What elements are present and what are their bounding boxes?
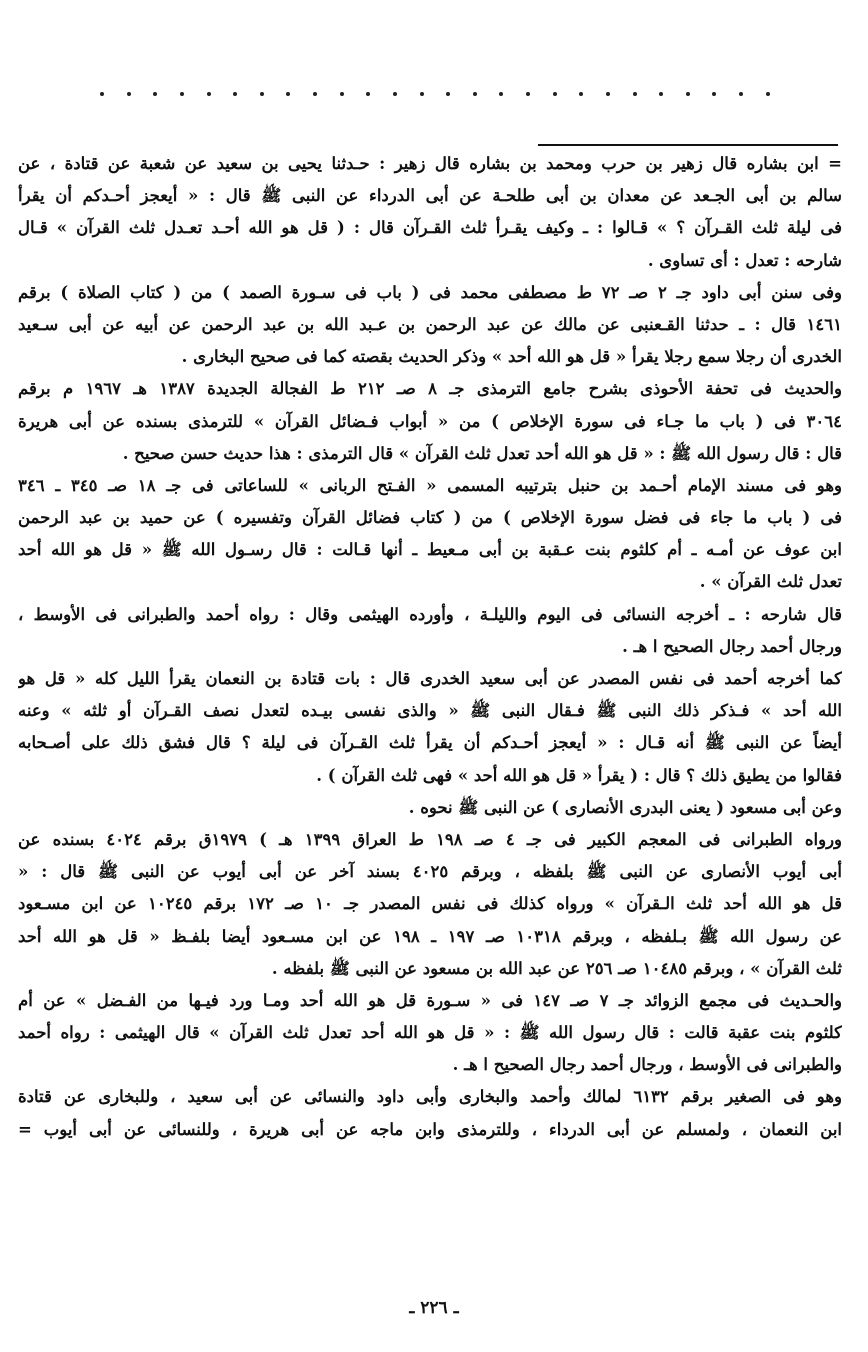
text-line: فقالوا من يطيق ذلك ؟ قال : ( يقرأ « قل هو الله أحد » فهى ثلث القرآن ) . xyxy=(316,765,842,785)
text-line: ورجال أحمد رجال الصحيح ا هـ . xyxy=(622,636,842,656)
separator-dot xyxy=(233,92,237,96)
separator-dot xyxy=(420,92,424,96)
text-line: ورواه الطبرانى فى المعجم الكبير فى جـ ٤ صـ ١٩٨ ط العراق ١٣٩٩ هـ ) ١٩٧٩ق برقم ٤٠٢٤ بسنده عن xyxy=(18,829,842,849)
text-line: سالم بن أبى الجـعد عن معدان بن أبى طلحـة عن أبى الدرداء عن النبى ﷺ قال : « أيعجز أحـدكم أن يقرأ xyxy=(18,186,842,206)
separator-dot xyxy=(499,92,503,96)
text-line: عن رسول الله ﷺ بـلفظه ، وبرقم ١٠٣١٨ صـ ١٩٧ ـ ١٩٨ عن ابن مسـعود أيضا بلفـظ « قل هو الله أحد xyxy=(18,926,842,946)
separator-dot xyxy=(180,92,184,96)
text-line: الخدرى أن رجلا سمع رجلا يقرأ « قل هو الله أحد » وذكر الحديث بقصته كما فى صحيح البخارى . xyxy=(181,347,842,367)
text-line: والحديث فى تحفة الأحوذى بشرح جامع الترمذى جـ ٨ صـ ٢١٢ ط الفجالة الجديدة ١٣٨٧ هـ ١٩٦٧ م برقم xyxy=(18,379,842,399)
separator-dot xyxy=(153,92,157,96)
separator-dot xyxy=(473,92,477,96)
separator-dot xyxy=(127,92,131,96)
separator-dot xyxy=(739,92,743,96)
text-line: والحـديث فى مجمع الزوائد جـ ٧ صـ ١٤٧ فى « سـورة قل هو الله أحد ومـا ورد فيـها من الفـضل » عن أم xyxy=(18,990,842,1010)
separator-dot xyxy=(553,92,557,96)
separator-dot xyxy=(686,92,690,96)
separator-dot xyxy=(766,92,770,96)
separator-dot xyxy=(100,92,104,96)
text-line: وعن أبى مسعود ( يعنى البدرى الأنصارى ) عن النبى ﷺ نحوه . xyxy=(408,797,842,817)
separator-dot xyxy=(659,92,663,96)
text-line: ٣٠٦٤ فى ( باب ما جـاء فى سورة الإخلاص ) من « أبواب فـضائل القرآن » للترمذى بسنده عن أبى هريرة xyxy=(18,411,842,431)
text-line: وهو فى الصغير برقم ٦١٣٢ لمالك وأحمد والبخارى وأبى داود والنسائى عن أبى سعيد ، وللبخارى عن قتادة xyxy=(18,1087,842,1107)
separator-dot xyxy=(313,92,317,96)
text-line: فى ( باب ما جاء فى فضل سورة الإخلاص ) من ( كتاب فضائل القرآن وتفسيره ) عن حميد بن عبد الرحمن xyxy=(18,508,842,528)
text-line: كلثوم بنت عقبة قالت : قال رسول الله ﷺ : « قل هو الله أحد تعدل ثلث القرآن » قال الهيثمى : رواه أحمد xyxy=(18,1023,842,1043)
text-line: ابن عوف عن أمـه ـ أم كلثوم بنت عـقبة بن أبى مـعيط ـ أنها قـالت : قال رسـول الله ﷺ « قل هو الله أحد xyxy=(18,540,842,560)
separator-dot xyxy=(393,92,397,96)
separator-dot xyxy=(633,92,637,96)
text-line: الله أحد » فـذكر ذلك النبى ﷺ فـقال النبى ﷺ « والذى نفسى بيـده لتعدل نصف القـرآن أو ثلثه » وعنه xyxy=(18,701,842,721)
separator-dot xyxy=(712,92,716,96)
text-line: قال : قال رسول الله ﷺ : « قل هو الله أحد تعدل ثلث القرآن » قال الترمذى : هذا حديث حسن صحيح . xyxy=(122,443,842,463)
separator-dot xyxy=(579,92,583,96)
text-line: ابن النعمان ، ولمسلم عن أبى الدرداء ، وللترمذى وابن ماجه عن أبى هريرة ، وللنسائى عن أبى أيوب = xyxy=(18,1119,842,1139)
separator-dot xyxy=(366,92,370,96)
text-line: = ابن بشاره قال زهير بن حرب ومحمد بن بشاره قال زهير : حـدثنا يحيى بن سعيد عن شعبة عن قتادة ، عن xyxy=(18,154,842,173)
text-line: أيضاً عن النبى ﷺ أنه قـال : « أيعجز أحـدكم أن يقرأ ثلث القـرآن فى ليلة ؟ قال فشق ذلك على أصـحابه xyxy=(18,733,842,753)
separator-dot xyxy=(207,92,211,96)
separator-dot xyxy=(526,92,530,96)
dotted-separator xyxy=(100,82,770,106)
text-line: وفى سنن أبى داود جـ ٢ صـ ٧٢ ط مصطفى محمد فى ( باب فى سـورة الصمد ) من ( كتاب الصلاة ) برقم xyxy=(18,282,842,302)
separator-dot xyxy=(260,92,264,96)
text-line: ثلث القرآن » ، وبرقم ١٠٤٨٥ صـ ٢٥٦ عن عبد الله بن مسعود عن النبى ﷺ بلفظه . xyxy=(271,958,842,978)
text-line: قل هو الله أحد ثلث الـقرآن » ورواه كذلك فى نفس المصدر جـ ١٠ صـ ١٧٢ برقم ١٠٢٤٥ عن ابن مسـعود xyxy=(18,894,842,914)
text-line: كما أخرجه أحمد فى نفس المصدر عن أبى سعيد الخدرى قال : بات قتادة بن النعمان يقرأ الليل كله « قل هو xyxy=(18,669,842,688)
text-line: والطبرانى فى الأوسط ، ورجال أحمد رجال الصحيح ا هـ . xyxy=(452,1055,842,1075)
separator-dot xyxy=(446,92,450,96)
footnote-text xyxy=(18,148,842,1146)
page-number: ـ ٢٢٦ ـ xyxy=(409,1298,459,1318)
text-line: تعدل ثلث القرآن » . xyxy=(699,572,842,592)
separator-dot xyxy=(286,92,290,96)
text-line: شارحه : تعدل : أى تساوى . xyxy=(647,250,842,270)
text-line: قال شارحه : ـ أخرجه النسائى فى اليوم والليلـة ، وأورده الهيثمى وقال : رواه أحمد والطبرانى فى الأوسط ، xyxy=(18,604,842,624)
separator-dot xyxy=(606,92,610,96)
footnote-rule xyxy=(538,144,838,146)
text-line: فى ليلة ثلث القـرآن ؟ » قـالوا : ـ وكيف يقـرأ ثلث القـرآن قال : ( قل هو الله أحـد تعـدل ثلث القرآن » قـال xyxy=(18,218,842,238)
text-line: ١٤٦١ قال : ـ حدثنا القـعنبى عن مالك عن عبد الرحمن بن عـبد الله بن عبد الرحمن عن أبيه عن أبى سـعيد xyxy=(18,314,842,334)
text-line: أبى أيوب الأنصارى عن النبى ﷺ بلفظه ، وبرقم ٤٠٢٥ بسند آخر عن أبى أيوب عن النبى ﷺ قال : « xyxy=(18,862,842,882)
separator-dot xyxy=(340,92,344,96)
text-line: وهو فى مسند الإمام أحـمد بن حنبل بترتيبه المسمى « الفـتح الربانى » للساعاتى فى جـ ١٨ صـ ٣٤٥ ـ ٣٤٦ xyxy=(18,475,842,495)
